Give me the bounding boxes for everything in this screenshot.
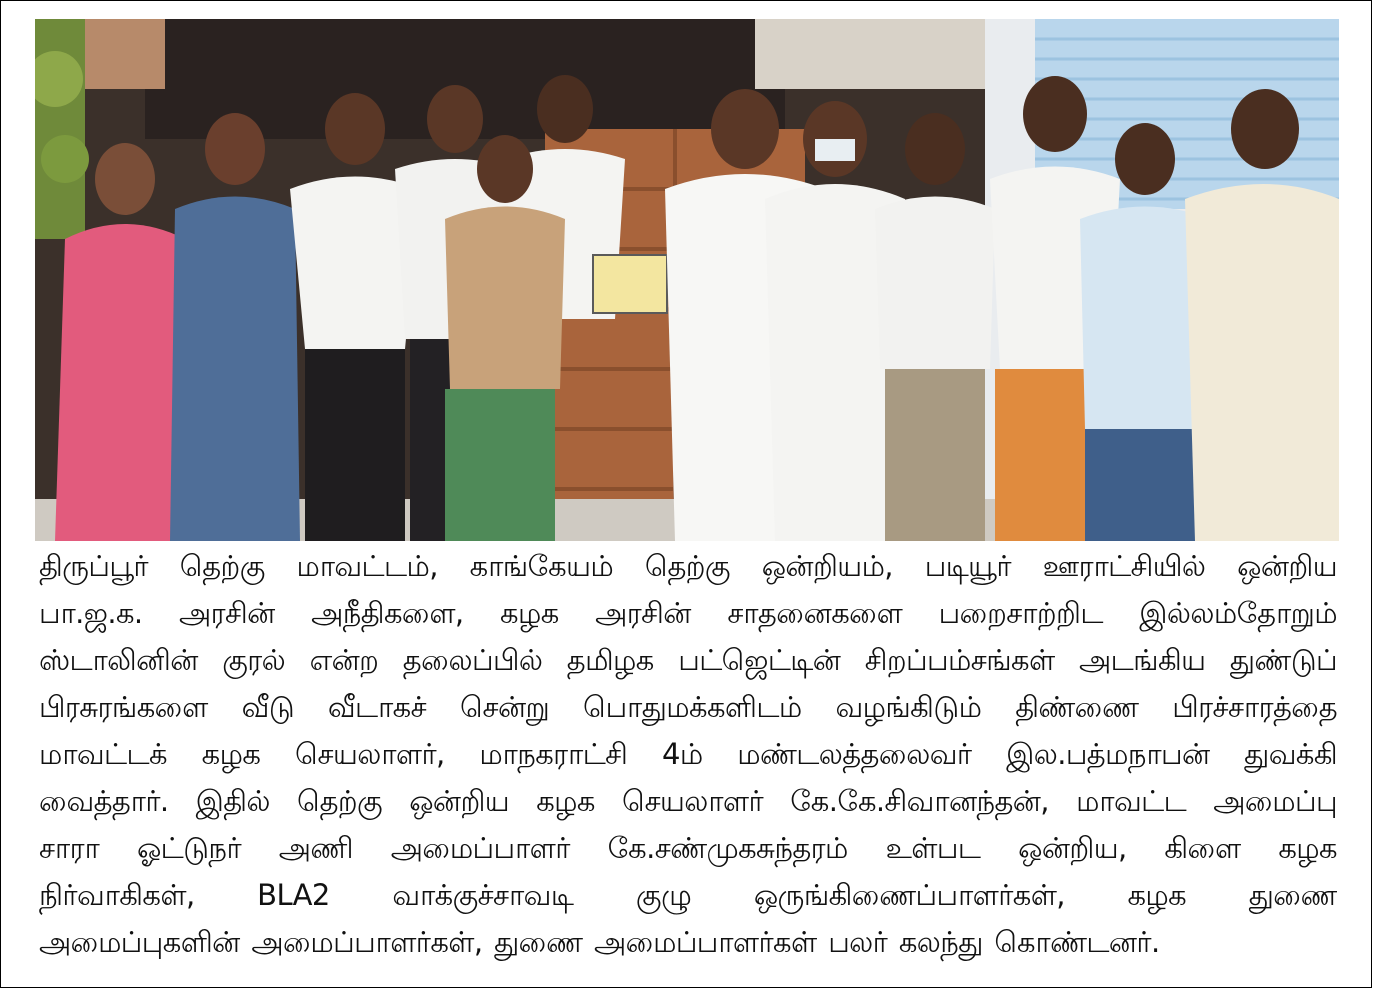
caption-line: மாவட்டக் கழக செயலாளர், மாநகராட்சி 4ம் மண்டலத்தலைவர் இல.பத்மநாபன் துவக்கி (39, 737, 1337, 771)
group-photo-illustration (35, 19, 1339, 541)
caption-line: அமைப்புகளின் அமைப்பாளர்கள், துணை அமைப்பாளர்கள் பலர் கலந்து கொண்டனர். (39, 925, 1160, 959)
caption-line: பா.ஜ.க. அரசின் அநீதிகளை, கழக அரசின் சாதனைகளை பறைசாற்றிட இல்லம்தோறும் (39, 596, 1337, 630)
news-caption (35, 541, 1339, 971)
caption-line: திருப்பூர் தெற்கு மாவட்டம், காங்கேயம் தெற்கு ஒன்றியம், படியூர் ஊராட்சியில் ஒன்றிய (39, 549, 1337, 583)
caption-line: ஸ்டாலினின் குரல் என்ற தலைப்பில் தமிழக பட்ஜெட்டின் சிறப்பம்சங்கள் அடங்கிய துண்டுப் (39, 643, 1337, 677)
news-photo (35, 19, 1339, 541)
caption-line: நிர்வாகிகள், BLA2 வாக்குச்சாவடி குழு ஒருங்கிணைப்பாளர்கள், கழக துணை (39, 878, 1337, 912)
caption-line: வைத்தார். இதில் தெற்கு ஒன்றிய கழக செயலாளர் கே.கே.சிவானந்தன், மாவட்ட அமைப்பு (39, 784, 1337, 818)
caption-line: சாரா ஓட்டுநர் அணி அமைப்பாளர் கே.சண்முகசுந்தரம் உள்பட ஒன்றிய, கிளை கழக (39, 831, 1337, 865)
caption-line: பிரசுரங்களை வீடு வீடாகச் சென்று பொதுமக்களிடம் வழங்கிடும் திண்ணை பிரச்சாரத்தை (39, 690, 1337, 724)
